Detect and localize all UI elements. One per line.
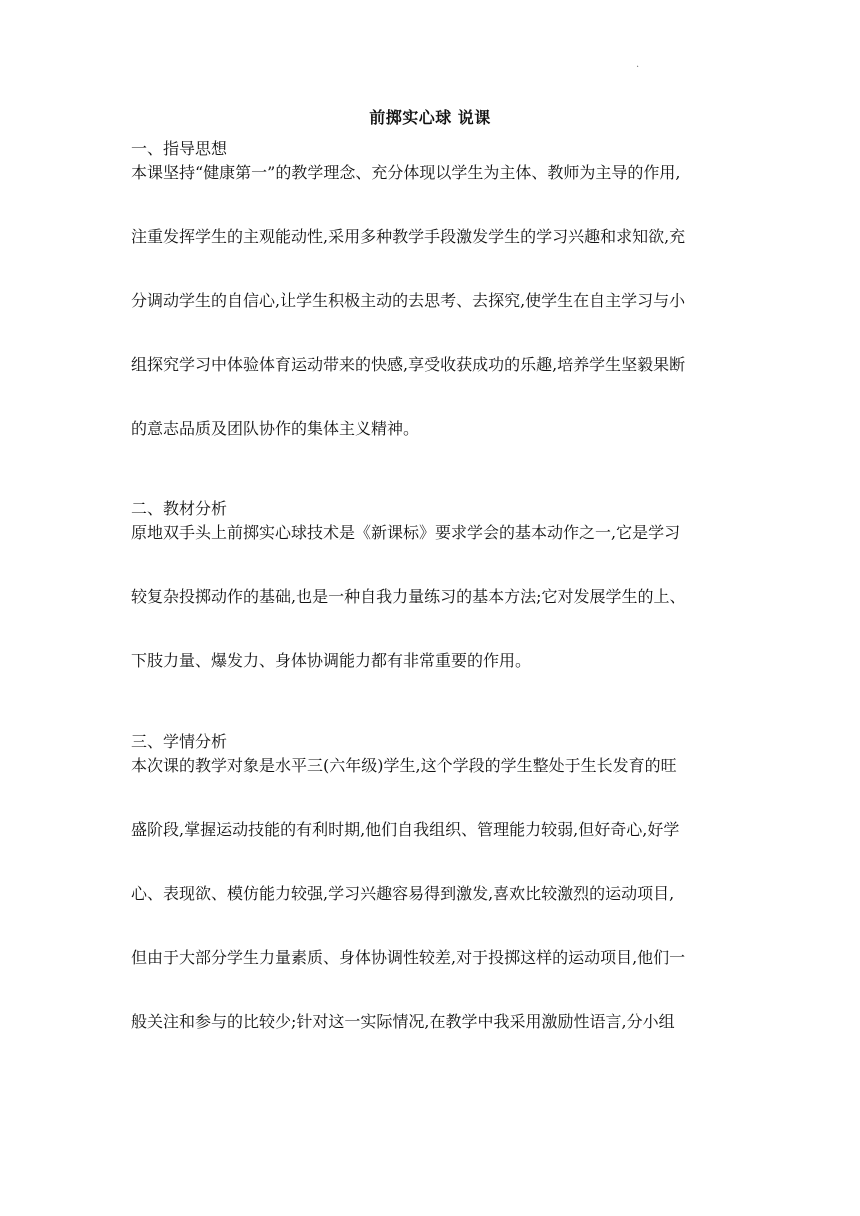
- section-body: [131, 521, 731, 673]
- text-line: 下肢力量、爆发力、身体协调能力都有非常重要的作用。: [131, 651, 532, 670]
- text-line: 组探究学习中体验体育运动带来的快感,享受收获成功的乐趣,培养学生坚毅果断: [131, 355, 686, 374]
- text-line: 盛阶段,掌握运动技能的有利时期,他们自我组织、管理能力较弱,但好奇心,好学: [131, 820, 680, 839]
- section-heading: 二、教材分析: [131, 499, 228, 518]
- text-line: 分调动学生的自信心,让学生积极主动的去思考、去探究,使学生在自主学习与小: [131, 291, 686, 310]
- text-line: 但由于大部分学生力量素质、身体协调性较差,对于投掷这样的运动项目,他们一: [131, 948, 686, 967]
- document-title: 前掷实心球 说课: [369, 108, 491, 127]
- text-line: 原地双手头上前掷实心球技术是《新课标》要求学会的基本动作之一,它是学习: [131, 523, 681, 542]
- text-line: 的意志品质及团队协作的集体主义精神。: [131, 419, 420, 438]
- text-line: 本次课的教学对象是水平三(六年级)学生,这个学段的学生整处于生长发育的旺: [131, 756, 677, 775]
- section-heading: 三、学情分析: [131, 732, 228, 751]
- text-line: 般关注和参与的比较少;针对这一实际情况,在教学中我采用激励性语言,分小组: [131, 1012, 675, 1031]
- text-line: 本课坚持“健康第一”的教学理念、充分体现以学生为主体、教师为主导的作用,: [131, 163, 681, 182]
- header-mark: .: [636, 59, 640, 70]
- section-body: [131, 161, 731, 441]
- section-student-analysis: [131, 730, 731, 1034]
- text-line: 较复杂投掷动作的基础,也是一种自我力量练习的基本方法;它对发展学生的上、: [131, 587, 686, 606]
- text-line: 心、表现欲、模仿能力较强,学习兴趣容易得到激发,喜欢比较激烈的运动项目,: [131, 884, 675, 903]
- section-body: [131, 754, 731, 1034]
- section-material-analysis: [131, 497, 731, 673]
- text-line: 注重发挥学生的主观能动性,采用多种教学手段激发学生的学习兴趣和求知欲,充: [131, 227, 686, 246]
- section-heading: 一、指导思想: [131, 139, 228, 158]
- section-guiding-ideology: [131, 137, 731, 441]
